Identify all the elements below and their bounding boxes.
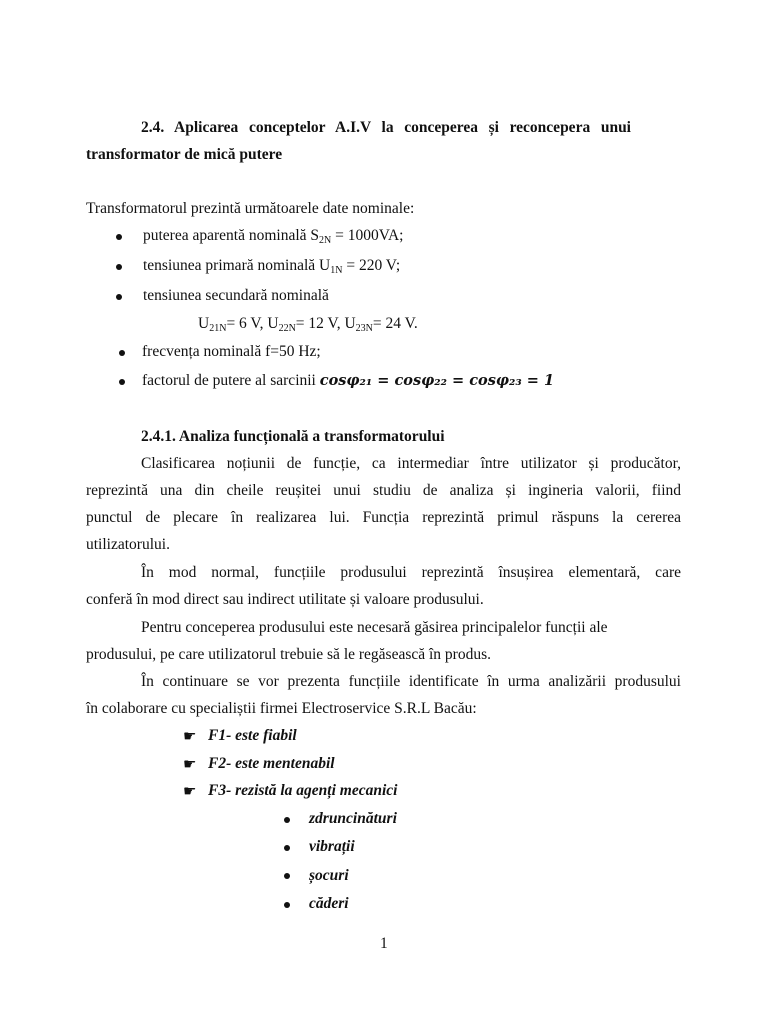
bullet-icon: [119, 379, 125, 385]
subsection-heading: 2.4.1. Analiza funcțională a transformatorului: [141, 428, 445, 445]
mechanical-agent-item: zdruncinături: [309, 810, 397, 827]
pointing-hand-icon: ☛: [183, 727, 197, 745]
intro-text: Transformatorul prezintă următoarele date nominale:: [86, 200, 415, 217]
function-item: F1- este fiabil: [208, 727, 297, 744]
paragraph-2-line-2: conferă în mod direct sau indirect utilitate și valoare produsului.: [86, 591, 484, 608]
pointing-hand-icon: ☛: [183, 755, 197, 773]
paragraph-3-line-1: Pentru conceperea produsului este necesară găsirea principalelor funcții ale: [141, 619, 608, 636]
spec-secondary-voltage-values: $U_{21N}= 6$ V, $U_{22N}= 12$ V, $U_{23N}= 24$ V.: [198, 315, 418, 334]
mechanical-agent-item: căderi: [309, 895, 349, 912]
paragraph-4-line-1: În continuare se vor prezenta funcțiile identificate în urma analizării produsului: [141, 673, 681, 690]
spec-primary-voltage: tensiunea primară nominală $U_{1N} = 220$ V;: [143, 257, 401, 276]
paragraph-1-line-4: utilizatorului.: [86, 536, 170, 553]
bullet-icon: [119, 350, 125, 356]
section-heading-line1: 2.4. Aplicarea conceptelor A.I.V la conceperea și reconcepera unui: [141, 119, 631, 136]
bullet-icon: [116, 294, 122, 300]
function-item: F3- rezistă la agenți mecanici: [208, 782, 398, 799]
bullet-icon: [284, 817, 290, 823]
page-number: 1: [380, 935, 388, 952]
spec-power-factor: factorul de putere al sarcinii cosφ₂₁ = cosφ₂₂ = cosφ₂₃ = 1: [142, 372, 555, 389]
pointing-hand-icon: ☛: [183, 782, 197, 800]
mechanical-agent-item: șocuri: [309, 867, 349, 884]
bullet-icon: [284, 873, 290, 879]
function-item: F2- este mentenabil: [208, 755, 335, 772]
bullet-icon: [284, 845, 290, 851]
spec-frequency: frecvența nominală f=50 Hz;: [142, 343, 321, 360]
bullet-icon: [116, 264, 122, 270]
spec-secondary-voltage-label: tensiunea secundară nominală: [143, 287, 329, 304]
paragraph-3-line-2: produsului, pe care utilizatorul trebuie să le regăsească în produs.: [86, 646, 492, 663]
paragraph-1-line-2: reprezintă una din cheile reușitei unui studiu de analiza și ingineria valorii, fiind: [86, 482, 681, 499]
power-factor-formula: cosφ₂₁ = cosφ₂₂ = cosφ₂₃ = 1: [319, 372, 555, 389]
paragraph-1-line-3: punctul de plecare în realizarea lui. Funcția reprezintă primul răspuns la cererea: [86, 509, 681, 526]
paragraph-2-line-1: În mod normal, funcțiile produsului reprezintă însușirea elementară, care: [141, 564, 681, 581]
spec-apparent-power: puterea aparentă nominală $S_{2N} = 1000VA$;: [143, 227, 404, 246]
section-heading-line2: transformator de mică putere: [86, 146, 283, 163]
mechanical-agent-item: vibrații: [309, 838, 355, 855]
bullet-icon: [116, 234, 122, 240]
paragraph-1-line-1: Clasificarea noțiunii de funcție, ca intermediar între utilizator și producător,: [141, 455, 681, 472]
bullet-icon: [284, 902, 290, 908]
paragraph-4-line-2: în colaborare cu specialiștii firmei Electroservice S.R.L Bacău:: [86, 700, 477, 717]
